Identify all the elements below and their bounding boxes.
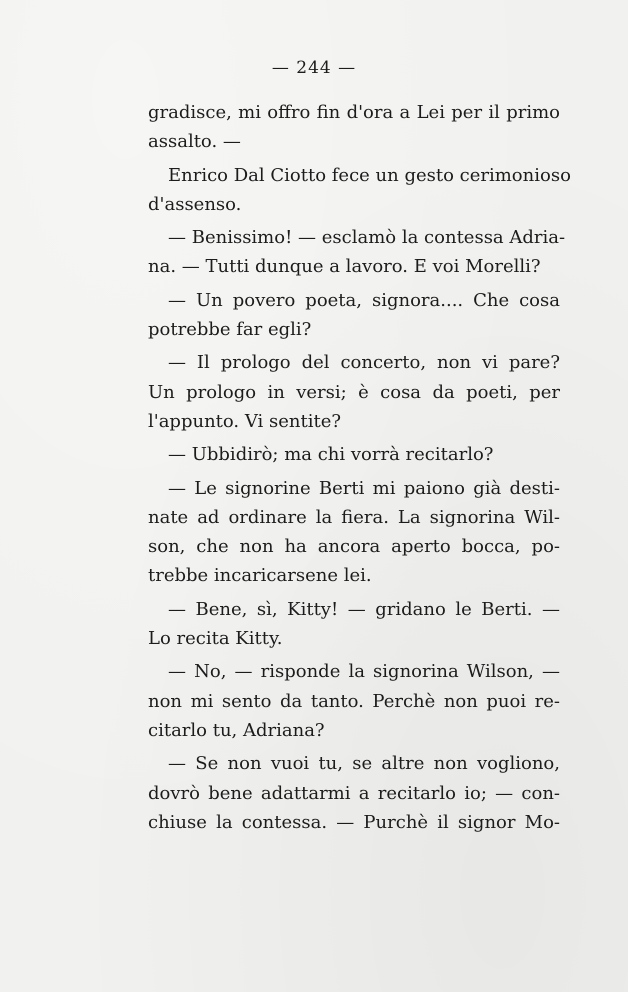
paragraph	[148, 657, 560, 745]
text-line: son, che non ha ancora aperto bocca, po-	[148, 536, 560, 558]
text-line: na. — Tutti dunque a lavoro. E voi Morelli?	[148, 256, 541, 278]
text-line: — No, — risponde la signorina Wilson, —	[168, 661, 560, 683]
text-line: nate ad ordinare la fiera. La signorina Wil-	[148, 506, 560, 528]
text-line: l'appunto. Vi sentite?	[148, 410, 342, 432]
text-line: trebbe incaricarsene lei.	[148, 565, 372, 587]
paragraph	[148, 286, 560, 345]
text-line: potrebbe far egli?	[148, 319, 312, 341]
paragraph	[148, 440, 560, 469]
text-line: — Bene, sì, Kitty! — gridano le Berti. —	[168, 598, 560, 620]
paragraph	[148, 348, 560, 436]
text-line: assalto. —	[148, 131, 241, 153]
text-line: — Ubbidirò; ma chi vorrà recitarlo?	[168, 444, 494, 466]
text-line: d'assenso.	[148, 193, 242, 215]
paragraph	[148, 595, 560, 654]
text-line: citarlo tu, Adriana?	[148, 719, 325, 741]
text-line: chiuse la contessa. — Purchè il signor Mo-	[148, 811, 560, 833]
paragraph	[148, 474, 560, 591]
text-line: — Un povero poeta, signora.... Che cosa	[168, 289, 560, 311]
text-line: dovrò bene adattarmi a recitarlo io; — con-	[148, 782, 560, 804]
body-text	[148, 98, 571, 841]
text-line: — Le signorine Berti mi paiono già desti-	[168, 477, 560, 499]
text-line: — Benissimo! — esclamò la contessa Adria-	[168, 227, 566, 249]
paragraph	[148, 749, 560, 837]
text-line: Enrico Dal Ciotto fece un gesto cerimonioso	[168, 164, 571, 186]
text-line: — Il prologo del concerto, non vi pare?	[168, 352, 560, 374]
paragraph	[148, 223, 566, 282]
text-line: Un prologo in versi; è cosa da poeti, per	[148, 381, 560, 403]
text-line: non mi sento da tanto. Perchè non puoi re-	[148, 690, 560, 712]
paragraph	[148, 161, 571, 220]
page-number: — 244 —	[271, 58, 357, 78]
text-line: Lo recita Kitty.	[148, 628, 283, 650]
text-line: gradisce, mi offro fin d'ora a Lei per il primo	[148, 102, 560, 123]
text-line: — Se non vuoi tu, se altre non vogliono,	[168, 753, 560, 775]
paragraph	[148, 98, 560, 157]
